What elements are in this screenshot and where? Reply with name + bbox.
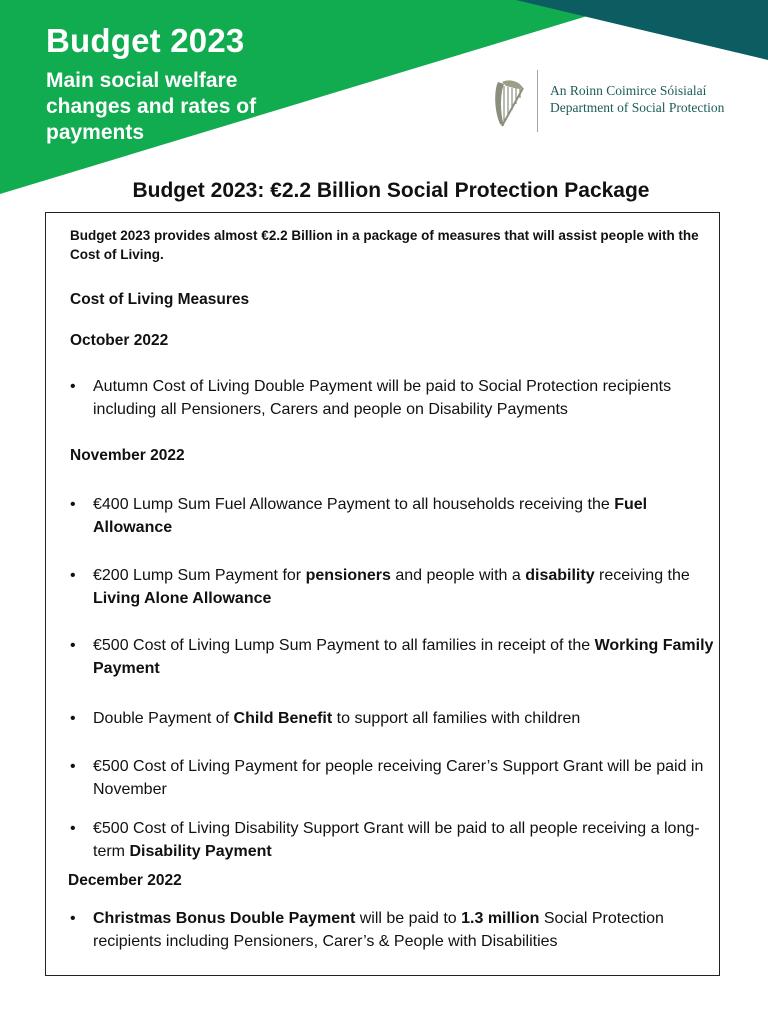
bold-text: Living Alone Allowance	[93, 590, 272, 607]
list-item	[70, 707, 718, 730]
bold-text: Working Family Payment	[93, 637, 714, 677]
december-heading: December 2022	[68, 872, 182, 889]
november-heading: November 2022	[70, 447, 185, 464]
october-heading: October 2022	[70, 332, 169, 349]
section-heading: Budget 2023: €2.2 Billion Social Protection Package	[132, 179, 650, 202]
page-subtitle: Main social welfare changes and rates of payments	[46, 69, 257, 144]
bold-text: Child Benefit	[233, 710, 333, 727]
cost-of-living-heading: Cost of Living Measures	[70, 291, 250, 308]
item-text: €500 Cost of Living Lump Sum Payment to all families in receipt of the	[93, 637, 595, 654]
list-item	[70, 493, 718, 539]
item-text: and people with a	[390, 567, 526, 584]
list-item	[70, 375, 718, 421]
item-text: will be paid to	[355, 910, 462, 927]
item-text: Social Protection recipients including Pensioners, Carer’s & People with Disabilities	[93, 910, 664, 950]
department-name-english: Department of Social Protection	[550, 100, 725, 115]
harp-icon	[490, 76, 526, 130]
bullet-icon: •	[70, 710, 76, 727]
bullet-icon: •	[70, 910, 76, 927]
department-logo	[484, 70, 744, 136]
bold-text: Fuel Allowance	[93, 496, 648, 536]
list-item	[70, 634, 718, 680]
item-text: €500 Cost of Living Payment for people receiving Carer’s Support Grant will be paid in November	[93, 758, 704, 798]
bullet-icon: •	[70, 820, 76, 837]
item-text: €400 Lump Sum Fuel Allowance Payment to all households receiving the	[93, 496, 615, 513]
item-text: €500 Cost of Living Disability Support Grant will be paid to all people receiving a long-term	[93, 820, 700, 860]
page-title: Budget 2023	[46, 22, 245, 59]
list-item	[70, 817, 718, 863]
item-text: receiving the	[594, 567, 690, 584]
item-text: Double Payment of	[93, 710, 234, 727]
list-item	[70, 564, 718, 610]
item-text: Autumn Cost of Living Double Payment will be paid to Social Protection recipients including all Pensioners, Carers and people on Disability Payments	[93, 378, 672, 418]
bullet-icon: •	[70, 758, 76, 775]
bold-text: pensioners	[305, 567, 391, 584]
bold-text: disability	[525, 567, 595, 584]
bold-text: Disability Payment	[129, 843, 272, 860]
list-item	[70, 755, 718, 801]
department-name-irish: An Roinn Coimirce Sóisialaí	[550, 83, 707, 98]
intro-text: Budget 2023 provides almost €2.2 Billion in a package of measures that will assist people with the Cost of Living.	[70, 228, 699, 262]
bullet-icon: •	[70, 378, 76, 395]
logo-divider	[537, 70, 538, 132]
item-text: to support all families with children	[332, 710, 581, 727]
bold-text: 1.3 million	[461, 910, 540, 927]
bold-text: Christmas Bonus Double Payment	[93, 910, 356, 927]
bullet-icon: •	[70, 496, 76, 513]
bullet-icon: •	[70, 567, 76, 584]
item-text: €200 Lump Sum Payment for	[93, 567, 306, 584]
bullet-icon: •	[70, 637, 76, 654]
list-item	[70, 907, 718, 953]
